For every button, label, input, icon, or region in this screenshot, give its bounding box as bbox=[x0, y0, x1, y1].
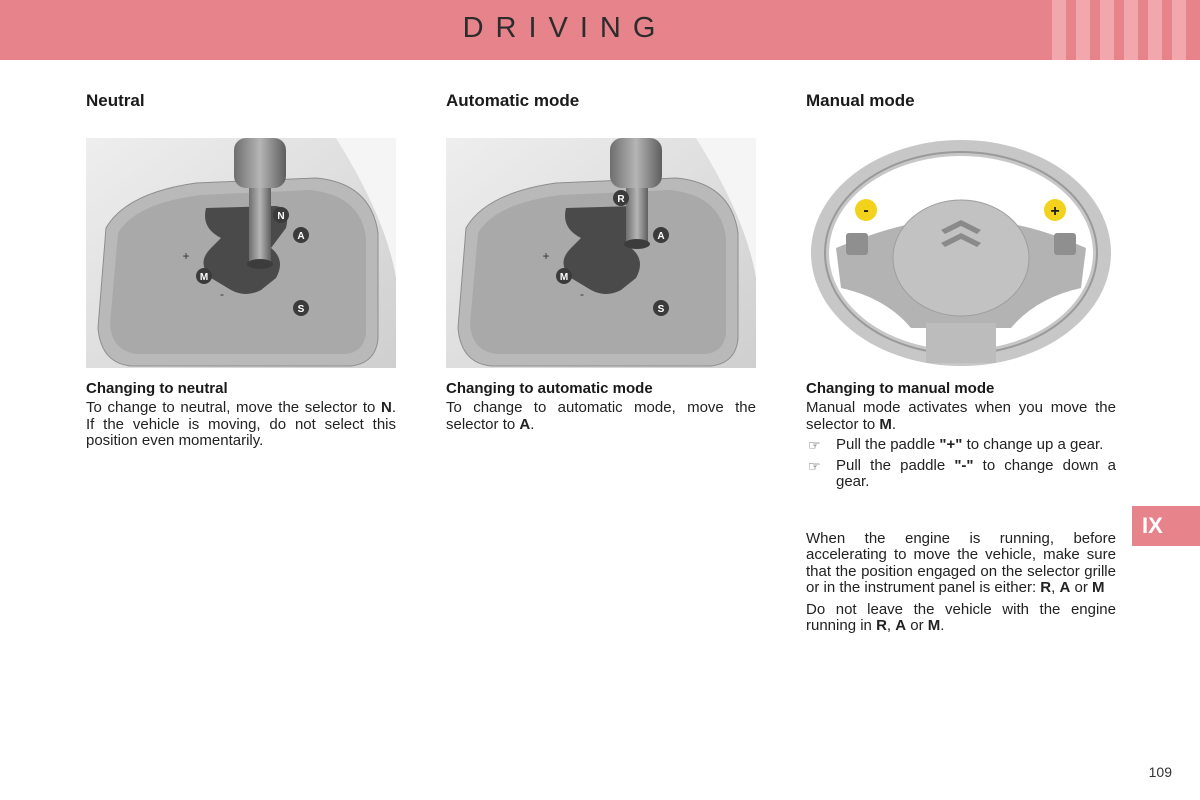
bullet-shift-down bbox=[806, 458, 1116, 491]
gear-minus: - bbox=[220, 287, 224, 301]
paddle-minus-label: - bbox=[863, 202, 869, 219]
subheading-automatic: Changing to automatic mode bbox=[446, 380, 653, 397]
section-title-automatic: Automatic mode bbox=[446, 91, 580, 110]
gear-label: A bbox=[297, 231, 305, 242]
gear-label: M bbox=[199, 272, 209, 283]
gear-label: S bbox=[297, 304, 305, 315]
bullet-text: Pull the paddle "+" to change up a gear. bbox=[836, 436, 1104, 453]
gear-label: R bbox=[617, 194, 625, 205]
figure-steering-wheel bbox=[806, 138, 1116, 368]
pointing-hand-icon: ☞ bbox=[808, 457, 821, 474]
page-number: 109 bbox=[1148, 764, 1172, 780]
bullet-shift-up bbox=[806, 437, 1116, 454]
gear-label: N bbox=[277, 211, 285, 222]
paragraph-neutral: To change to neutral, move the selector to N. If the vehicle is moving, do not select this position even momentarily. bbox=[86, 399, 396, 449]
gear-label: A bbox=[657, 231, 665, 242]
note-do-not-leave: Do not leave the vehicle with the engine running in R, A or M. bbox=[806, 600, 1116, 634]
paddle-plus-label: + bbox=[1050, 203, 1060, 220]
paragraph-manual: Manual mode activates when you move the selector to M. bbox=[806, 399, 1116, 433]
gear-plus: + bbox=[542, 249, 550, 263]
figure-gear-selector-neutral bbox=[86, 138, 396, 368]
gear-label: S bbox=[657, 304, 665, 315]
note-engine-running: When the engine is running, before accelerating to move the vehicle, make sure that the position engaged on the selector grille or in the instrument panel is either: R, A or M bbox=[806, 529, 1116, 596]
page-title: DRIVING bbox=[462, 12, 668, 44]
pointing-hand-icon: ☞ bbox=[808, 437, 821, 453]
subheading-manual: Changing to manual mode bbox=[806, 380, 995, 397]
subheading-neutral: Changing to neutral bbox=[86, 380, 228, 397]
gear-label: M bbox=[559, 272, 569, 283]
column-neutral bbox=[86, 90, 396, 450]
section-title-manual: Manual mode bbox=[806, 91, 915, 110]
gear-plus: + bbox=[182, 249, 190, 263]
column-automatic bbox=[446, 90, 756, 433]
figure-gear-selector-automatic bbox=[446, 138, 756, 368]
paragraph-automatic: To change to automatic mode, move the selector to A. bbox=[446, 399, 756, 433]
bullet-text: Pull the paddle "-" to change down a gear. bbox=[836, 456, 1116, 490]
gear-minus: - bbox=[580, 287, 584, 301]
section-title-neutral: Neutral bbox=[86, 91, 145, 110]
chapter-tab: IX bbox=[1132, 506, 1200, 546]
column-manual bbox=[806, 90, 1116, 635]
